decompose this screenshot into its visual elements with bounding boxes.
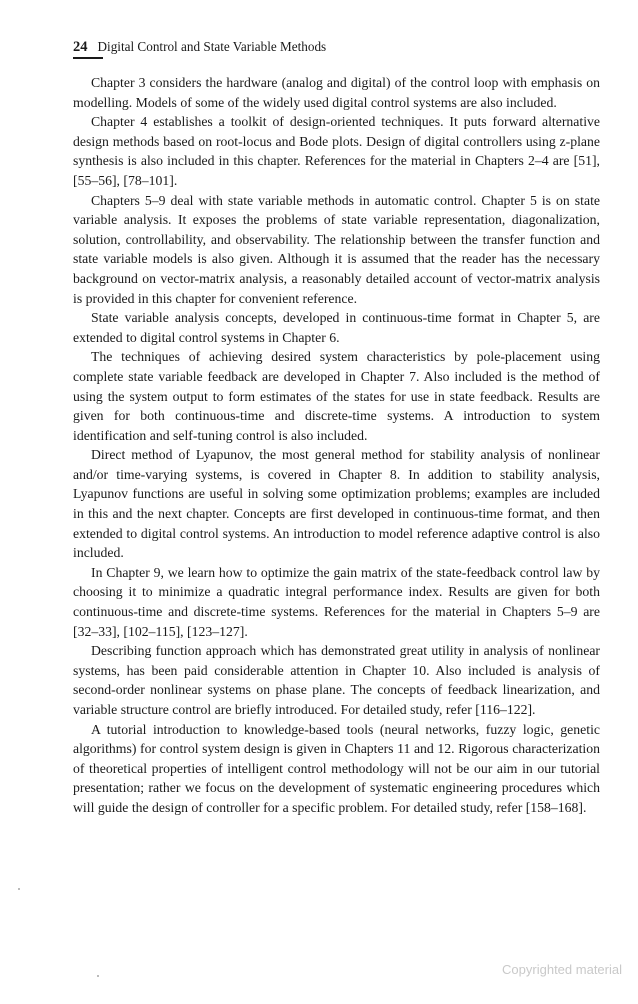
paragraph-chapter-8: Direct method of Lyapunov, the most general method for stability analysis of nonlinear and/or time-varying systems, is covered in Chapter 8. In addition to stability analysis, Lyapunov functions are useful in solving some optimization problems; examples are included in this and the next chapter. Concepts are first developed in continuous-time format, and then extended to digital control systems. An introduction to model reference adaptive control is also included. <box>73 447 600 561</box>
copyright-watermark: Copyrighted material <box>502 962 622 977</box>
paragraph-chapter-9: In Chapter 9, we learn how to optimize the gain matrix of the state-feedback control law by choosing it to minimize a quadratic integral performance index. Results are given for both continuous-time and discrete-time systems. References for the material in Chapters 5–9 are [32–33], [102–115], [123–127]. <box>73 564 600 639</box>
paragraph-chapter-10: Describing function approach which has demonstrated great utility in analysis of nonlinear systems, has been paid considerable attention in Chapter 10. Also included is analysis of second-order nonlinear systems on phase plane. The concepts of feedback linearization, and variable structure control are briefly introduced. For detailed study, refer [116–122]. <box>73 643 600 717</box>
body-text <box>73 73 600 818</box>
page-number: 24 <box>73 39 88 55</box>
paragraph-chapter-7: The techniques of achieving desired system characteristics by pole-placement using complete state variable feedback are developed in Chapter 7. Also included is the method of using the system output to form estimates of the states for use in state feedback. Results are given for both continuous-time and discrete-time systems. A introduction to system identification and self-tuning control is also included. <box>73 349 600 443</box>
paragraph-chapters-11-12: A tutorial introduction to knowledge-based tools (neural networks, fuzzy logic, genetic algorithms) for control system design is given in Chapters 11 and 12. Rigorous characterization of theoretical properties of intelligent control methodology will not be our aim in our tutorial presentation; rather we focus on the development of systematic engineering procedures which will guide the design of controller for a specific problem. For detailed study, refer [158–168]. <box>73 721 600 815</box>
running-title: Digital Control and State Variable Methods <box>97 39 327 54</box>
scan-speck <box>18 888 20 890</box>
paragraph-chapter-4: Chapter 4 establishes a toolkit of design-oriented techniques. It puts forward alternative design methods based on root-locus and Bode plots. Design of digital controllers using z-plane synthesis is also included in this chapter. References for the material in Chapters 2–4 are [51], [55–56], [78–101]. <box>73 114 600 188</box>
header-rule <box>73 57 103 59</box>
running-header <box>73 38 603 60</box>
paragraph-chapters-5-9: Chapters 5–9 deal with state variable methods in automatic control. Chapter 5 is on state variable analysis. It exposes the problems of state variable representation, diagonalization, solution, controllability, and observability. The relationship between the transfer function and state variable models is also given. Although it is assumed that the reader has the necessary background on vector-matrix analysis, a reasonably detailed account of vector-matrix analysis is provided in this chapter for convenient reference. <box>73 192 600 306</box>
scan-speck <box>97 975 99 977</box>
paragraph-chapter-6: State variable analysis concepts, developed in continuous-time format in Chapter 5, are extended to digital control systems in Chapter 6. <box>73 310 600 345</box>
paragraph-chapter-3: Chapter 3 considers the hardware (analog and digital) of the control loop with emphasis on modelling. Models of some of the widely used digital control systems are also included. <box>73 75 600 110</box>
